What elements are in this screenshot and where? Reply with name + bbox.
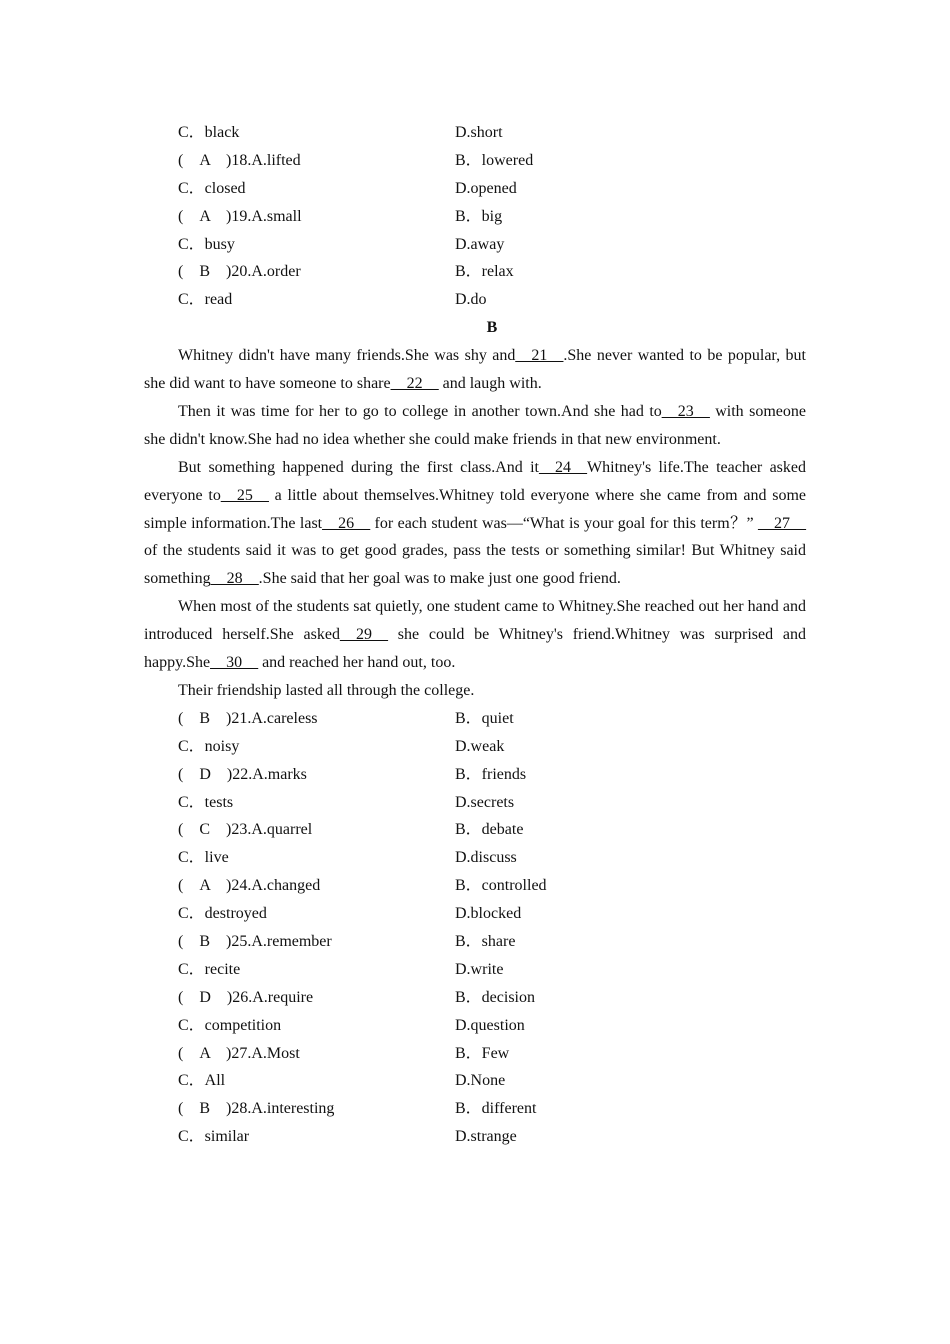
option-row [144,1123,806,1151]
option-left: ( D )26.A.require [178,988,314,1006]
option-left: C．busy [178,235,235,253]
option-row [144,203,806,231]
option-row [144,1040,806,1068]
blank-24: __24__ [539,458,588,476]
option-right: B．quiet [455,709,514,727]
option-row [144,816,806,844]
blank-22: __22__ [390,375,439,393]
option-row [144,900,806,928]
option-right: B．friends [455,765,527,783]
option-row [144,286,806,314]
passage-paragraph-1 [144,342,806,398]
option-row [144,705,806,733]
option-right: D.write [455,960,504,978]
option-right: B．decision [455,988,535,1006]
passage-text: and reached her hand out, too. [258,654,456,672]
blank-23: __23__ [661,402,710,420]
option-row [144,147,806,175]
option-left: C．tests [178,793,234,811]
option-left: C．destroyed [178,905,267,923]
option-right: D.discuss [455,849,517,867]
passage-paragraph-5: Their friendship lasted all through the college. [178,682,475,699]
option-row [144,928,806,956]
option-right: D.away [455,235,505,253]
option-row [144,844,806,872]
passage-text: But something happened during the first class.And it [178,458,540,476]
option-left: C．read [178,291,233,309]
blank-27: __27__ [758,514,807,532]
option-left: ( C )23.A.quarrel [178,821,313,839]
option-row [144,956,806,984]
option-right: B．different [455,1100,537,1118]
option-row [144,231,806,259]
option-row [144,258,806,286]
option-left: C．noisy [178,737,240,755]
option-left: ( D )22.A.marks [178,765,307,783]
option-row [144,789,806,817]
option-left: C．closed [178,179,246,197]
option-row [144,733,806,761]
option-left: ( B )25.A.remember [178,933,332,951]
section-title: B [486,319,498,337]
blank-28: __28__ [210,570,259,588]
option-right: D.weak [455,737,505,755]
blank-21: __21__ [515,347,564,365]
option-right: B．Few [455,1044,510,1062]
option-row [144,175,806,203]
passage-text: Whitney didn't have many friends.She was shy and [178,347,516,365]
passage [144,342,806,705]
worksheet-page [144,119,806,1151]
option-right: D.blocked [455,905,522,923]
passage-text: .She never wanted to be popular, but she did want to have someone to share [144,347,806,393]
option-right: B．share [455,933,516,951]
blank-26: __26__ [322,514,371,532]
option-left: ( A )19.A.small [178,207,302,225]
option-right: B．debate [455,821,524,839]
option-row [144,872,806,900]
passage-text: Whitney's life.The teacher asked everyone to [144,458,806,504]
option-left: C．live [178,849,229,867]
option-left: C．All [178,1072,226,1090]
option-left: ( A )18.A.lifted [178,151,301,169]
option-left: C．competition [178,1016,282,1034]
passage-text: she could be Whitney's friend.Whitney was surprised and happy.She [144,626,807,672]
option-left: ( A )27.A.Most [178,1044,300,1062]
option-right: D.question [455,1016,525,1034]
passage-text: When most of the students sat quietly, one student came to Whitney.She reached out her hand and introduced herself.She asked [144,598,806,644]
passage-text: of the students said it was to get good grades, pass the tests or something similar! But Whitney said something [144,542,806,588]
option-right: D.short [455,124,503,141]
passage-paragraph-3 [144,454,806,594]
option-left: C．recite [178,960,241,978]
option-right: B．lowered [455,151,534,169]
option-left: ( B )28.A.interesting [178,1100,335,1118]
top-options-list [144,119,806,314]
option-right: B．controlled [455,877,547,895]
passage-paragraph-4 [144,593,806,677]
option-right: D.do [455,291,487,309]
option-left: C．black [178,124,240,141]
blank-30: __30__ [210,654,259,672]
option-left: ( B )20.A.order [178,263,301,281]
option-right: D.None [455,1072,506,1090]
passage-text: for each student was—“What is your goal for this term？” [370,514,754,532]
option-row [144,984,806,1012]
option-left: ( A )24.A.changed [178,877,321,895]
option-left: C．similar [178,1128,250,1146]
passage-text: .She said that her goal was to make just one good friend. [258,570,621,588]
option-right: D.secrets [455,793,515,811]
blank-29: __29__ [339,626,388,644]
option-row [144,761,806,789]
passage-text: with someone she didn't know.She had no idea whether she could make friends in that new environment. [144,402,807,448]
option-right: D.opened [455,179,517,197]
blank-25: __25__ [220,486,269,504]
bottom-options-list [144,705,806,1151]
option-row [144,1012,806,1040]
passage-text: Then it was time for her to go to college in another town.And she had to [178,402,662,420]
passage-text: a little about themselves.Whitney told everyone where she came from and some simple information.The last [144,486,807,532]
option-row [144,1067,806,1095]
option-right: B．relax [455,263,514,281]
option-left: ( B )21.A.careless [178,709,318,727]
option-row [144,1095,806,1123]
option-row [144,119,806,147]
passage-text: and laugh with. [438,375,542,393]
option-right: D.strange [455,1128,517,1146]
option-right: B．big [455,207,503,225]
passage-paragraph-2 [144,398,806,454]
